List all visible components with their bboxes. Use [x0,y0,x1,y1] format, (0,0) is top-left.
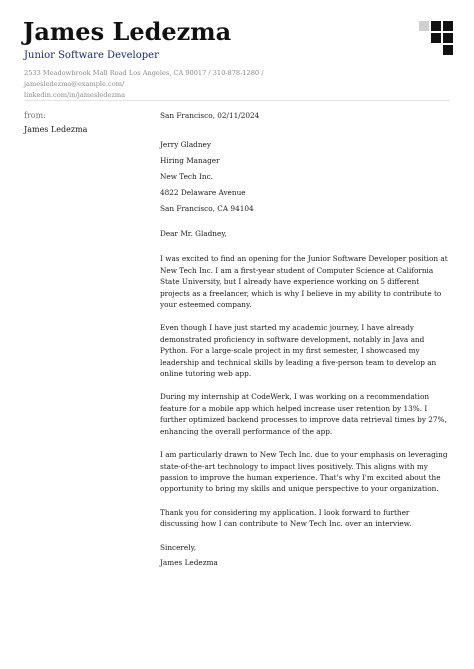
recipient-title: Hiring Manager [160,156,220,166]
contact-address-line: 2533 Meadowbrook Mall Road Los Angeles, CA 90017 / 310-878-1280 / jamesledezma@example.com/ [24,69,264,88]
contact-linkedin-line: linkedin.com/in/jamesledezma [24,91,126,99]
sender-label: from: [24,111,46,120]
applicant-role: Junior Software Developer [24,50,159,61]
contact-info [24,68,354,101]
logo-block [431,33,441,43]
letter-paragraph: I am particularly drawn to New Tech Inc. due to your emphasis on leveraging state-of-the-art technology to impact lives positively. This aligns with my passion to improve the human experience. That's why I'm excited about the opportunity to bring my skills and unique perspective to your organization. [160,450,448,494]
logo-block [431,21,441,31]
logo-block-light [419,21,429,31]
logo-block [443,45,453,55]
recipient-name: Jerry Gladney [160,140,211,150]
recipient-street: 4822 Delaware Avenue [160,187,246,197]
letter-paragraph: Thank you for considering my application. I look forward to further discussing how I can contribute to New Tech Inc. over an interview. [160,507,412,529]
header-divider [24,100,450,101]
pixel-blocks-logo-icon [419,21,453,55]
letter-closing: Sincerely, [160,542,197,552]
letter-paragraph: I was excited to find an opening for the Junior Software Developer position at New Tech Inc. I am a first-year student of Computer Science at California State University, but I already have experience working on 5 different projects as a freelancer, which is why I believe in my ability to contribute to your esteemed company. [160,254,448,310]
recipient-city: San Francisco, CA 94104 [160,203,254,213]
letter-paragraph: Even though I have just started my academic journey, I have already demonstrated proficiency in software development, notably in Java and Python. For a large-scale project in my first semester, I showcased my leadership and technical skills by leading a five-person team to develop an online tutoring web app. [160,323,437,379]
logo-block [443,33,453,43]
applicant-name: James Ledezma [23,17,232,46]
letter-greeting: Dear Mr. Gladney, [160,229,227,238]
recipient-company: New Tech Inc. [160,172,213,181]
letter-paragraph: During my internship at CodeWerk, I was working on a recommendation feature for a mobile app which helped increase user retention by 13%. I further optimized backend processes to improve data retrieval times by 27%, enhancing the overall performance of the app. [160,392,447,436]
letter-date: San Francisco, 02/11/2024 [160,111,260,120]
letter-signature: James Ledezma [160,558,218,568]
logo-block [443,21,453,31]
letter-body [160,110,450,569]
sender-name: James Ledezma [24,125,88,134]
